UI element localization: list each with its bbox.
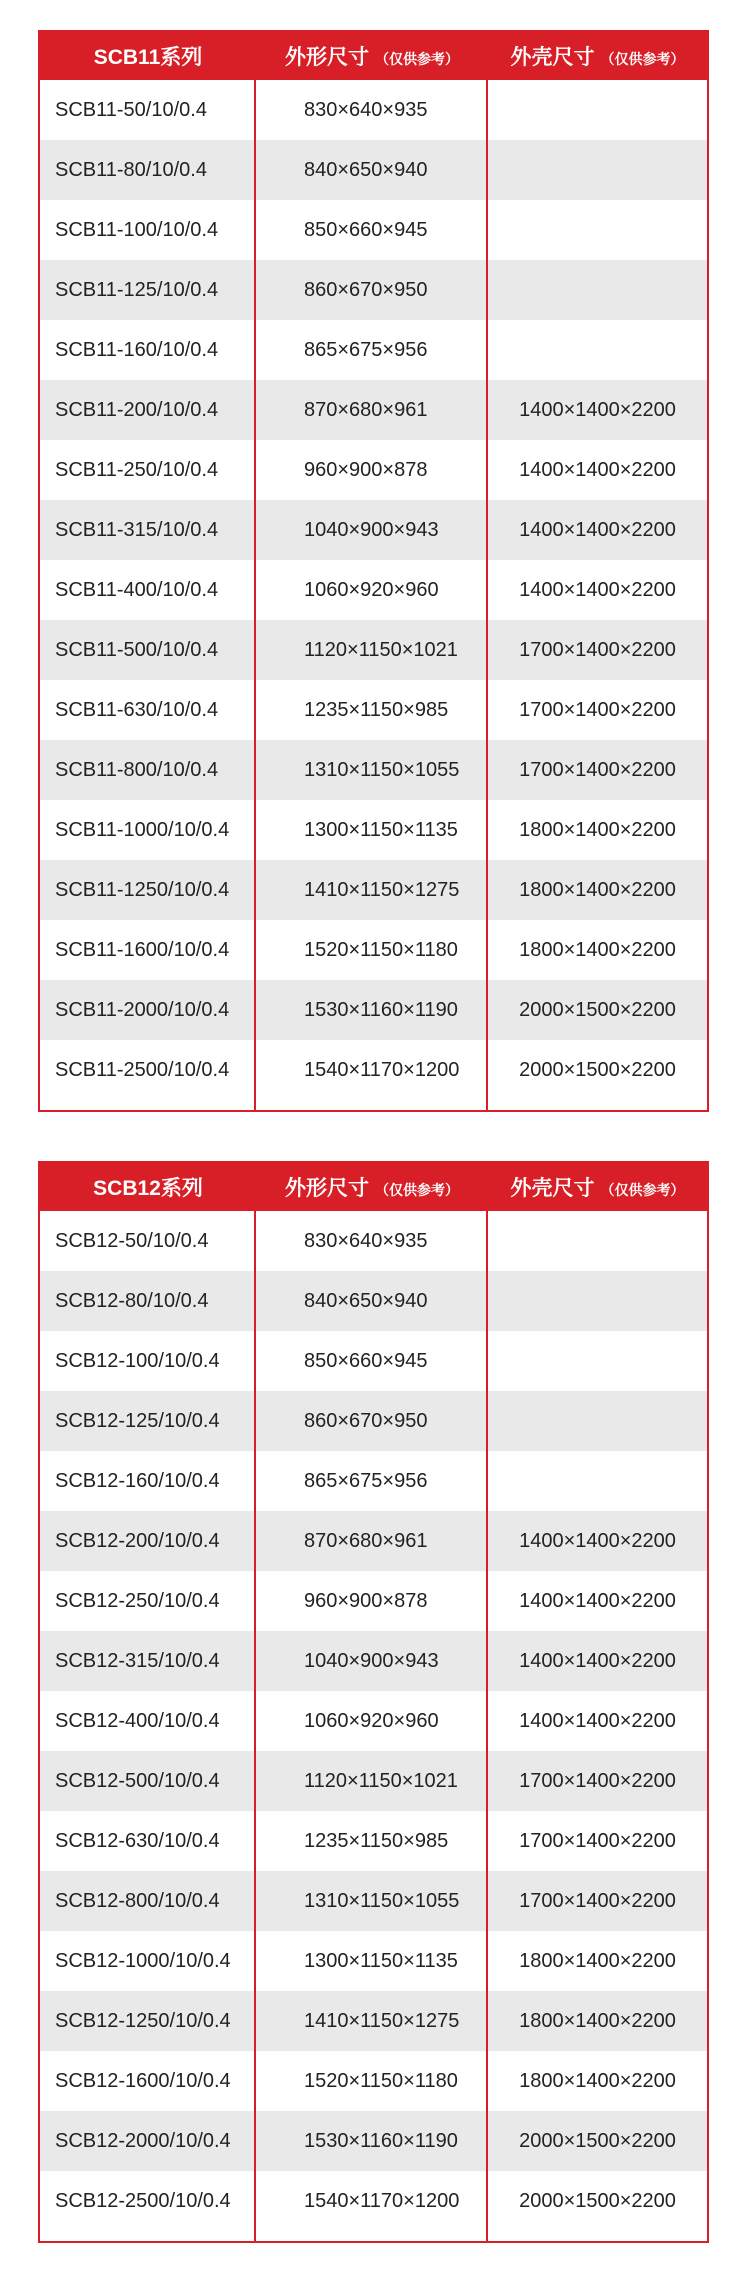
enclosure-dimension-cell: 1800×1400×2200: [519, 818, 676, 841]
outline-dimension-header: 外形尺寸 （仅供参考）: [285, 46, 459, 69]
table-row: [40, 620, 707, 680]
table-body: [40, 1211, 707, 2231]
model-cell: SCB12-500/10/0.4: [55, 1769, 220, 1792]
table-row: [40, 1271, 707, 1331]
enclosure-dimension-cell: 2000×1500×2200: [519, 1058, 676, 1081]
table-row: [40, 1751, 707, 1811]
enclosure-dimension-cell: 1400×1400×2200: [519, 1649, 676, 1672]
model-cell: SCB11-125/10/0.4: [55, 278, 219, 301]
outline-dimension-cell: 1120×1150×1021: [304, 1769, 458, 1792]
table-row: [40, 440, 707, 500]
outline-dimension-cell: 840×650×940: [304, 1289, 428, 1312]
model-cell: SCB11-315/10/0.4: [55, 518, 219, 541]
outline-dimension-cell: 1520×1150×1180: [304, 2069, 458, 2092]
enclosure-dimension-cell: 1800×1400×2200: [519, 1949, 676, 1972]
outline-dimension-cell: 1040×900×943: [304, 1649, 439, 1672]
enclosure-dimension-cell: 1400×1400×2200: [519, 398, 676, 421]
table-row: [40, 1040, 707, 1100]
table-row: [40, 740, 707, 800]
model-cell: SCB12-125/10/0.4: [55, 1409, 220, 1432]
model-cell: SCB11-250/10/0.4: [55, 458, 219, 481]
outline-dimension-cell: 1540×1170×1200: [304, 2189, 460, 2212]
model-cell: SCB12-315/10/0.4: [55, 1649, 220, 1672]
model-cell: SCB12-1000/10/0.4: [55, 1949, 231, 1972]
outline-dimension-cell: 1310×1150×1055: [304, 758, 460, 781]
model-cell: SCB11-1000/10/0.4: [55, 818, 230, 841]
model-cell: SCB11-50/10/0.4: [55, 98, 207, 121]
table-row: [40, 1511, 707, 1571]
model-cell: SCB12-80/10/0.4: [55, 1289, 209, 1312]
model-cell: SCB12-800/10/0.4: [55, 1889, 220, 1912]
model-cell: SCB12-100/10/0.4: [55, 1349, 220, 1372]
outline-dimension-cell: 960×900×878: [304, 1589, 428, 1612]
outline-dimension-cell: 1060×920×960: [304, 1709, 439, 1732]
outline-dimension-cell: 1235×1150×985: [304, 698, 449, 721]
column-divider: [486, 80, 488, 1110]
model-cell: SCB12-1600/10/0.4: [55, 2069, 231, 2092]
outline-dimension-cell: 870×680×961: [304, 398, 428, 421]
outline-dimension-cell: 860×670×950: [304, 278, 428, 301]
outline-dimension-cell: 1040×900×943: [304, 518, 439, 541]
table-row: [40, 1211, 707, 1271]
outline-dimension-cell: 1410×1150×1275: [304, 2009, 460, 2032]
table-row: [40, 140, 707, 200]
table-row: [40, 320, 707, 380]
enclosure-dimension-cell: 1400×1400×2200: [519, 1529, 676, 1552]
table-row: [40, 500, 707, 560]
table-row: [40, 1571, 707, 1631]
outline-dimension-header: 外形尺寸 （仅供参考）: [285, 1177, 459, 1200]
series-header: SCB11系列: [93, 46, 203, 69]
model-cell: SCB12-630/10/0.4: [55, 1829, 220, 1852]
enclosure-dimension-cell: 1700×1400×2200: [519, 698, 676, 721]
series-header: SCB12系列: [93, 1177, 203, 1200]
model-cell: SCB11-800/10/0.4: [55, 758, 219, 781]
outline-dimension-cell: 865×675×956: [304, 338, 428, 361]
enclosure-dimension-cell: 1400×1400×2200: [519, 1589, 676, 1612]
model-cell: SCB12-50/10/0.4: [55, 1229, 209, 1252]
outline-dimension-cell: 1235×1150×985: [304, 1829, 449, 1852]
table-row: [40, 1931, 707, 1991]
table-row: [40, 80, 707, 140]
outline-dimension-cell: 1300×1150×1135: [304, 1949, 458, 1972]
outline-dimension-cell: 865×675×956: [304, 1469, 428, 1492]
outline-dimension-cell: 1530×1160×1190: [304, 998, 458, 1021]
outline-dimension-cell: 860×670×950: [304, 1409, 428, 1432]
enclosure-dimension-cell: 1800×1400×2200: [519, 2009, 676, 2032]
enclosure-dimension-cell: 1700×1400×2200: [519, 758, 676, 781]
table-body: [40, 80, 707, 1100]
model-cell: SCB11-100/10/0.4: [55, 218, 219, 241]
table-row: [40, 920, 707, 980]
column-divider: [254, 80, 256, 1110]
table-row: [40, 1331, 707, 1391]
model-cell: SCB11-2500/10/0.4: [55, 1058, 230, 1081]
table-row: [40, 200, 707, 260]
model-cell: SCB12-160/10/0.4: [55, 1469, 220, 1492]
table-row: [40, 380, 707, 440]
scb11-spec-table: [38, 30, 709, 1112]
enclosure-dimension-cell: 1400×1400×2200: [519, 578, 676, 601]
model-cell: SCB11-400/10/0.4: [55, 578, 219, 601]
enclosure-dimension-cell: 1800×1400×2200: [519, 938, 676, 961]
outline-dimension-cell: 850×660×945: [304, 218, 428, 241]
model-cell: SCB11-1600/10/0.4: [55, 938, 230, 961]
table-header: [40, 32, 707, 80]
model-cell: SCB11-80/10/0.4: [55, 158, 207, 181]
table-row: [40, 1691, 707, 1751]
enclosure-dimension-cell: 1700×1400×2200: [519, 1889, 676, 1912]
enclosure-dimension-cell: 2000×1500×2200: [519, 2129, 676, 2152]
outline-dimension-cell: 850×660×945: [304, 1349, 428, 1372]
model-cell: SCB12-1250/10/0.4: [55, 2009, 231, 2032]
table-row: [40, 1451, 707, 1511]
model-cell: SCB11-200/10/0.4: [55, 398, 219, 421]
outline-dimension-cell: 1410×1150×1275: [304, 878, 460, 901]
enclosure-dimension-header: 外壳尺寸 （仅供参考）: [510, 46, 685, 69]
table-row: [40, 1391, 707, 1451]
model-cell: SCB12-250/10/0.4: [55, 1589, 220, 1612]
table-row: [40, 800, 707, 860]
column-divider: [486, 1211, 488, 2241]
table-header: [40, 1163, 707, 1211]
enclosure-dimension-cell: 1800×1400×2200: [519, 878, 676, 901]
table-row: [40, 2171, 707, 2231]
enclosure-dimension-cell: 1400×1400×2200: [519, 458, 676, 481]
table-row: [40, 560, 707, 620]
table-row: [40, 2111, 707, 2171]
enclosure-dimension-header: 外壳尺寸 （仅供参考）: [510, 1177, 685, 1200]
outline-dimension-cell: 1520×1150×1180: [304, 938, 458, 961]
enclosure-dimension-cell: 1400×1400×2200: [519, 518, 676, 541]
enclosure-dimension-cell: 1700×1400×2200: [519, 1829, 676, 1852]
model-cell: SCB12-400/10/0.4: [55, 1709, 220, 1732]
outline-dimension-cell: 830×640×935: [304, 1229, 428, 1252]
table-row: [40, 1811, 707, 1871]
model-cell: SCB11-2000/10/0.4: [55, 998, 230, 1021]
enclosure-dimension-cell: 1700×1400×2200: [519, 638, 676, 661]
model-cell: SCB11-630/10/0.4: [55, 698, 219, 721]
column-divider: [254, 1211, 256, 2241]
table-row: [40, 980, 707, 1040]
table-row: [40, 680, 707, 740]
model-cell: SCB12-2500/10/0.4: [55, 2189, 231, 2212]
model-cell: SCB12-200/10/0.4: [55, 1529, 220, 1552]
table-row: [40, 2051, 707, 2111]
table-row: [40, 1991, 707, 2051]
outline-dimension-cell: 960×900×878: [304, 458, 428, 481]
enclosure-dimension-cell: 2000×1500×2200: [519, 2189, 676, 2212]
model-cell: SCB12-2000/10/0.4: [55, 2129, 231, 2152]
outline-dimension-cell: 840×650×940: [304, 158, 428, 181]
enclosure-dimension-cell: 2000×1500×2200: [519, 998, 676, 1021]
model-cell: SCB11-160/10/0.4: [55, 338, 219, 361]
enclosure-dimension-cell: 1700×1400×2200: [519, 1769, 676, 1792]
outline-dimension-cell: 870×680×961: [304, 1529, 428, 1552]
table-row: [40, 1631, 707, 1691]
table-row: [40, 860, 707, 920]
outline-dimension-cell: 1540×1170×1200: [304, 1058, 460, 1081]
model-cell: SCB11-500/10/0.4: [55, 638, 219, 661]
outline-dimension-cell: 830×640×935: [304, 98, 428, 121]
enclosure-dimension-cell: 1800×1400×2200: [519, 2069, 676, 2092]
table-row: [40, 1871, 707, 1931]
outline-dimension-cell: 1530×1160×1190: [304, 2129, 458, 2152]
model-cell: SCB11-1250/10/0.4: [55, 878, 230, 901]
outline-dimension-cell: 1060×920×960: [304, 578, 439, 601]
table-row: [40, 260, 707, 320]
enclosure-dimension-cell: 1400×1400×2200: [519, 1709, 676, 1732]
outline-dimension-cell: 1310×1150×1055: [304, 1889, 460, 1912]
outline-dimension-cell: 1120×1150×1021: [304, 638, 458, 661]
outline-dimension-cell: 1300×1150×1135: [304, 818, 458, 841]
scb12-spec-table: [38, 1161, 709, 2243]
